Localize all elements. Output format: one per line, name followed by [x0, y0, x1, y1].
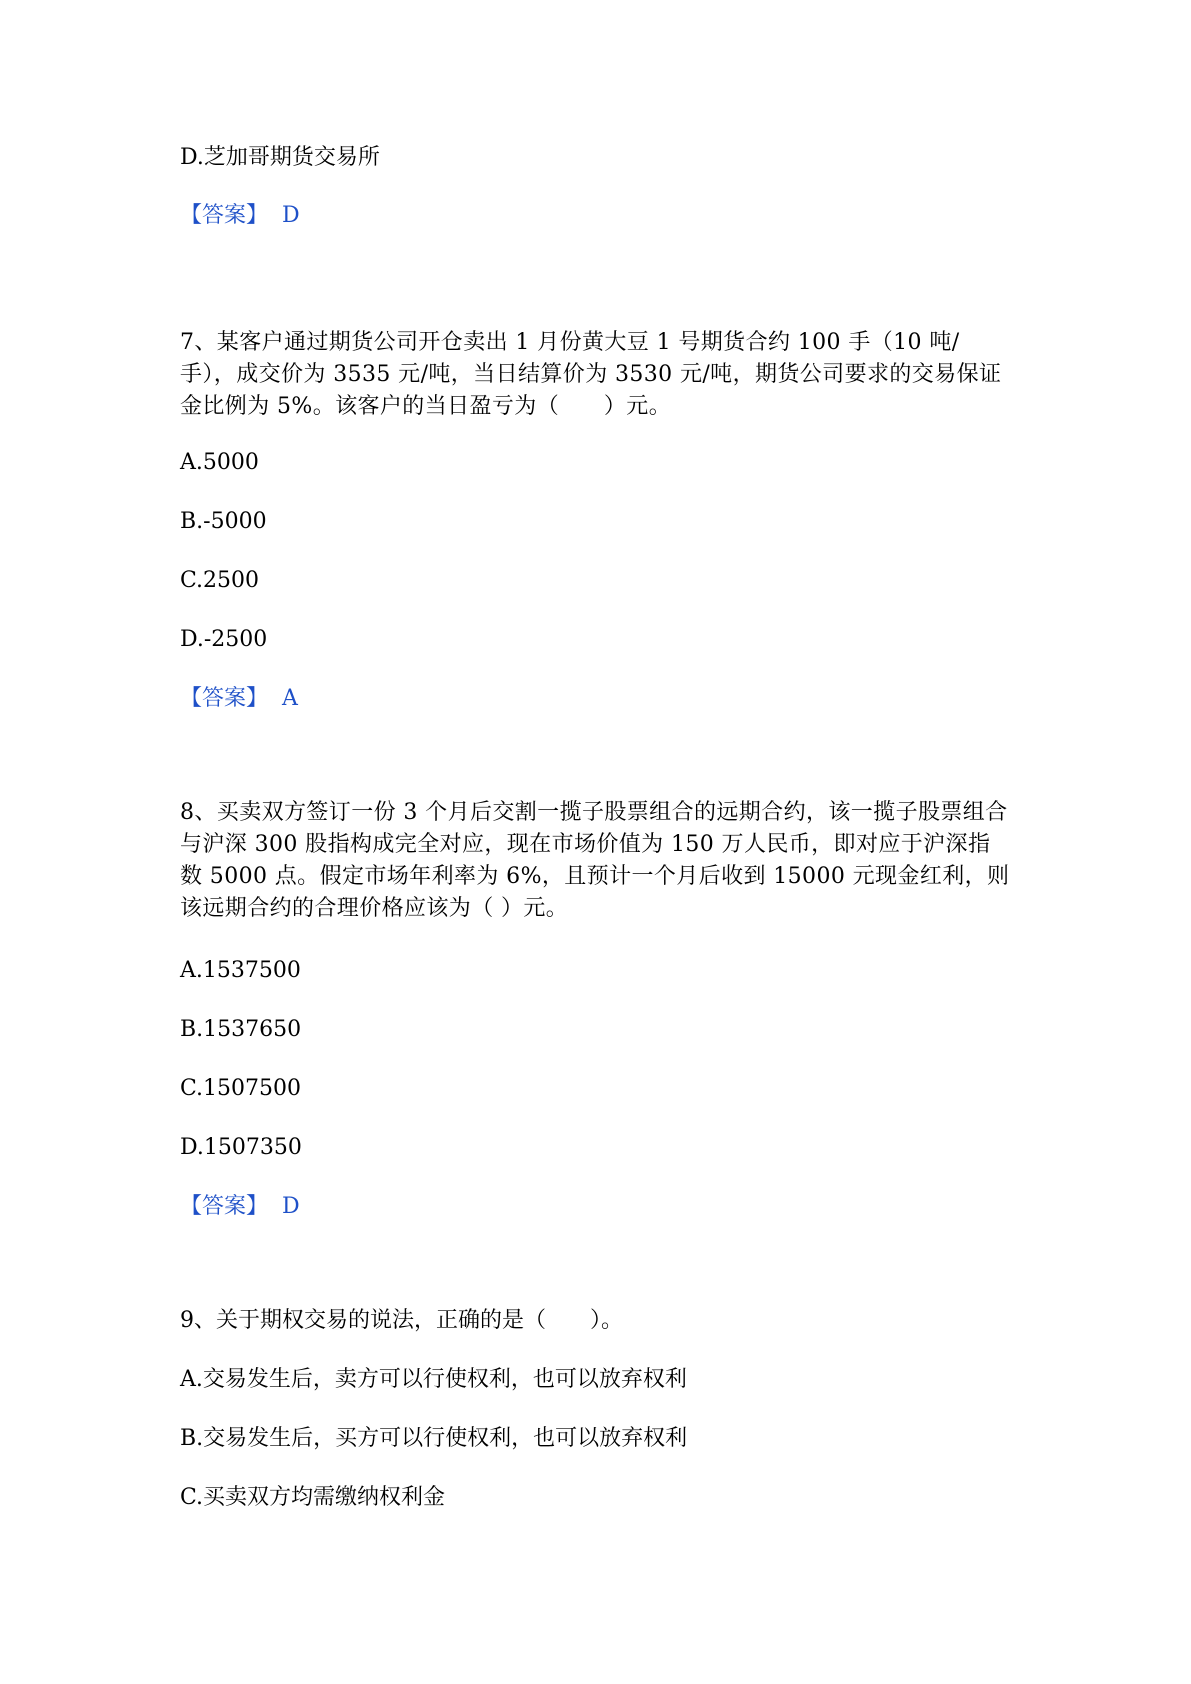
q8-option-d: D.1507350: [180, 1135, 302, 1160]
answer-value: A: [282, 686, 298, 711]
q9-stem: 9、关于期权交易的说法，正确的是（ ）。: [180, 1308, 623, 1333]
q7-option-d: D.-2500: [180, 627, 268, 652]
q8-stem: 8、买卖双方签订一份 3 个月后交割一揽子股票组合的远期合约，该一揽子股票组合与沪深 300 股指构成完全对应，现在市场价值为 150 万人民币，即对应于沪深指数 5000 点。假定市场年利率为 6%，且预计一个月后收到 15000 元现金红利，则该远期合约的合理价格应该为（ ）元。: [180, 800, 1010, 921]
answer-value: D: [282, 203, 300, 228]
q8-answer: [180, 1191, 300, 1223]
answer-label: 【答案】: [180, 1194, 269, 1219]
q7-option-c: C.2500: [180, 568, 260, 593]
q7-option-b: B.-5000: [180, 509, 267, 534]
q6-option-d: D.芝加哥期货交易所: [180, 145, 380, 170]
q7-stem: 7、某客户通过期货公司开仓卖出 1 月份黄大豆 1 号期货合约 100 手（10 吨/手），成交价为 3535 元/吨，当日结算价为 3530 元/吨，期货公司要求的交易保证金比例为 5%。该客户的当日盈亏为（ ）元。: [180, 330, 1002, 419]
q7-option-a: A.5000: [180, 450, 259, 475]
answer-label: 【答案】: [180, 686, 269, 711]
q6-answer: [180, 200, 300, 232]
answer-label: 【答案】: [180, 203, 269, 228]
q8-option-b: B.1537650: [180, 1017, 302, 1042]
q8-option-c: C.1507500: [180, 1076, 302, 1101]
q9-option-c: C.买卖双方均需缴纳权利金: [180, 1485, 446, 1510]
answer-value: D: [282, 1194, 300, 1219]
q9-option-a: A.交易发生后，卖方可以行使权利，也可以放弃权利: [180, 1367, 687, 1392]
q8-option-a: A.1537500: [180, 958, 301, 983]
q9-option-b: B.交易发生后，买方可以行使权利，也可以放弃权利: [180, 1426, 688, 1451]
q7-answer: [180, 683, 298, 715]
